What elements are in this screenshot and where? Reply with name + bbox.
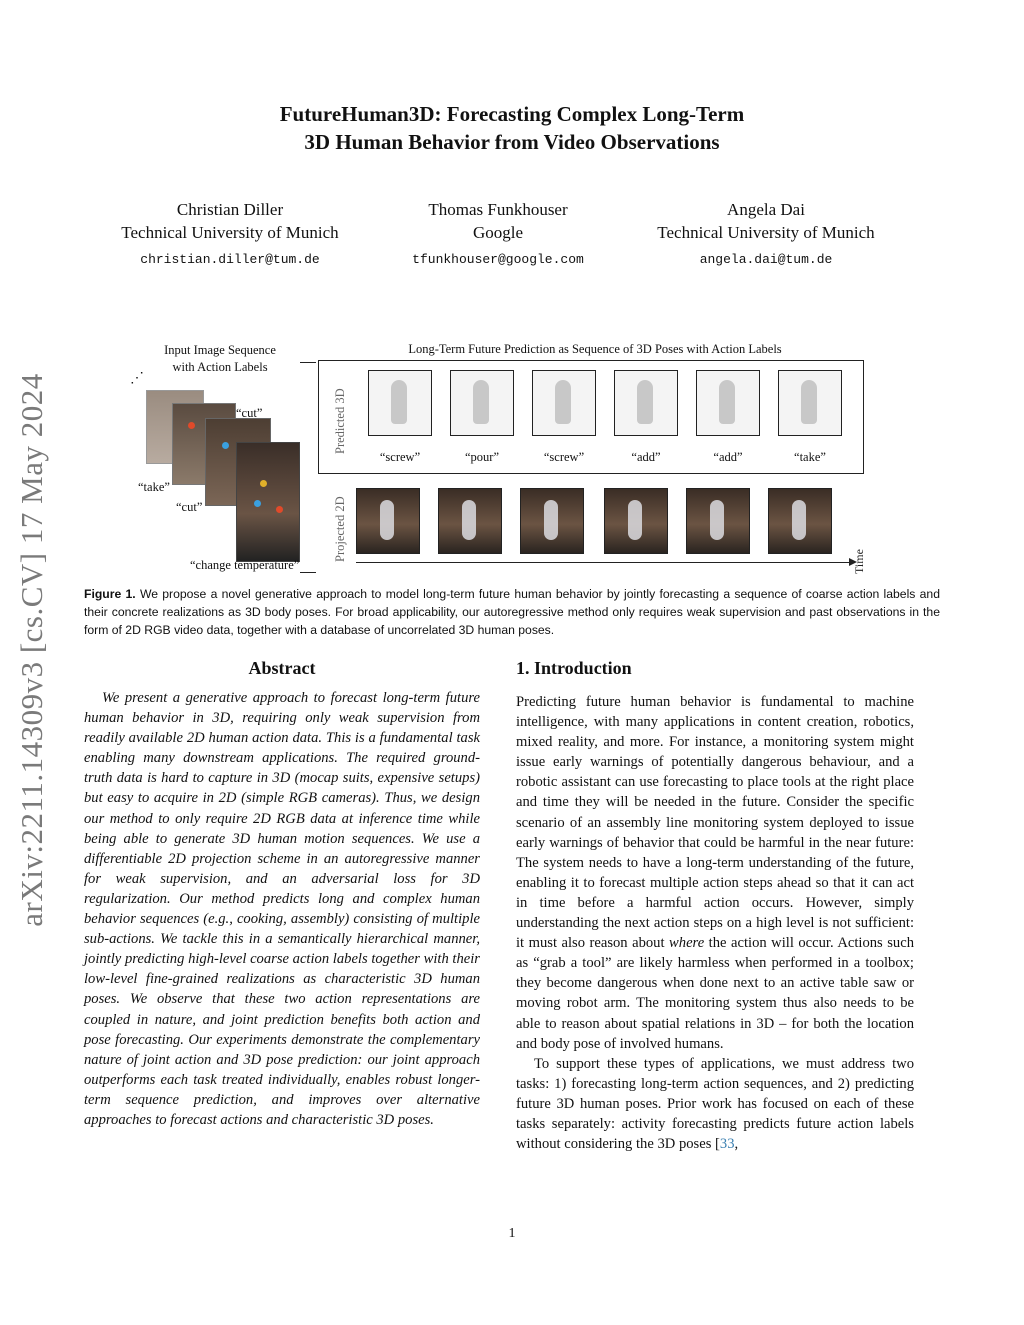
projected-silhouette bbox=[792, 500, 806, 540]
abstract-heading: Abstract bbox=[248, 658, 316, 678]
pose-silhouette bbox=[391, 380, 407, 424]
projected-silhouette bbox=[544, 500, 558, 540]
pose-silhouette bbox=[801, 380, 817, 424]
input-action-label: “cut” bbox=[236, 406, 263, 420]
keypoint-marker bbox=[188, 422, 195, 429]
predicted-action-label: “screw” bbox=[379, 450, 421, 464]
bracket-line bbox=[300, 572, 316, 573]
title-line-1: FutureHuman3D: Forecasting Complex Long-Term bbox=[279, 102, 745, 126]
intro-text: To support these types of applications, we must address two tasks: 1) forecasting long-term action sequences, and 2) predicting future 3D human poses. Prior work has focused on each of these tasks separately: activity forecasting predicts future action labels without considering the 3D poses [ bbox=[516, 1055, 914, 1153]
predicted-action-label: “add” bbox=[631, 450, 661, 464]
introduction-heading: 1. Introduction bbox=[516, 658, 632, 678]
author-affiliation: Technical University of Munich bbox=[657, 223, 875, 242]
intro-text: , bbox=[734, 1136, 739, 1153]
author-block bbox=[80, 198, 380, 271]
introduction-body bbox=[516, 692, 914, 1154]
keypoint-marker bbox=[222, 442, 229, 449]
author-email[interactable]: tfunkhouser@google.com bbox=[412, 252, 584, 267]
input-frame-image bbox=[236, 442, 300, 562]
paper-title bbox=[0, 100, 1024, 156]
author-block bbox=[348, 198, 648, 271]
author-email[interactable]: christian.diller@tum.de bbox=[140, 252, 320, 267]
pose-silhouette bbox=[637, 380, 653, 424]
input-label-line-2: with Action Labels bbox=[172, 360, 268, 374]
input-action-label: “change temperature” bbox=[190, 558, 300, 572]
keypoint-marker bbox=[276, 506, 283, 513]
caption-text: We propose a novel generative approach to model long-term future human behavior by jointly forecasting a sequence of coarse action labels and their concrete realizations as 3D body poses. For broad applicability, our autoregressive method only requires weak supervision and past observations in the form of 2D RGB video data, together with a database of uncorrelated 3D human poses. bbox=[84, 587, 940, 637]
author-affiliation: Technical University of Munich bbox=[121, 223, 339, 242]
predicted-action-label: “take” bbox=[794, 450, 826, 464]
page-number: 1 bbox=[508, 1226, 516, 1241]
intro-paragraph bbox=[516, 692, 914, 1054]
projected-silhouette bbox=[380, 500, 394, 540]
intro-emphasis: where bbox=[669, 935, 705, 952]
intro-paragraph bbox=[516, 1054, 914, 1154]
time-axis bbox=[356, 562, 850, 563]
predicted-action-label: “add” bbox=[713, 450, 743, 464]
input-action-label: “take” bbox=[138, 480, 170, 494]
abstract-body: We present a generative approach to forecast long-term future human behavior in 3D, requiring only weak supervision from readily available 2D human action data. This is a fundamental task enabling many downstream applications. The required ground-truth data is hard to capture in 3D (mocap suits, expensive setups) but easy to acquire in 2D (simple RGB cameras). Thus, we design our method to only require 2D RGB data at inference time while being able to generate 3D human motion sequences. We use a differentiable 2D projection scheme in an autoregressive manner for weak supervision, and an adversarial loss for 3D regularization. Our method predicts long and complex human behavior sequences (e.g., cooking, assembly) consisting of multiple sub-actions. We tackle this in a semantically hierarchical manner, jointly predicting high-level coarse action labels together with their low-level fine-grained realizations as characteristic 3D human poses. We observe that these two action representations are coupled in nature, and joint prediction benefits both action and pose forecasting. Our experiments demonstrate the complementary nature of joint action and 3D pose prediction: our joint approach outperforms each task treated individually, enables robust longer-term sequence prediction, and improves over alternative approaches to forecast actions and characteristic 3D poses. bbox=[84, 690, 480, 1128]
author-affiliation: Google bbox=[472, 223, 524, 242]
intro-text: the action will occur. Actions such as “grab a tool” are likely harmless when performed in a toolbox; they become dangerous when done next to an active table saw or moving robot arm. The monitoring system thus also needs to be able to reason about spatial relations in 3D – for both the location and body pose of involved humans. bbox=[516, 935, 914, 1052]
citation-link[interactable]: 33 bbox=[719, 1136, 735, 1153]
input-sequence-label bbox=[150, 342, 290, 376]
keypoint-marker bbox=[254, 500, 261, 507]
intro-text: Predicting future human behavior is fundamental to machine intelligence, with many applications in content creation, robotics, mixed reality, and more. For instance, a monitoring system might issue early warnings of potentially dangerous behaviour, and a robotic assistant can use forecasting to place tools at the right place and time they will be needed in the future. Consider the specific scenario of an assembly line monitoring system deployed to issue early warnings of behavior that could be harmful in the near future: The system needs to have a long-term understanding of the future, enabling it to forecast multiple action steps ahead so that it can act in time before a harmful action occurs. However, simply understanding the next action steps on a high level is not sufficient: it must also reason about bbox=[516, 694, 914, 952]
projected-silhouette bbox=[628, 500, 642, 540]
author-block bbox=[616, 198, 916, 271]
caption-label: Figure 1. bbox=[84, 587, 136, 601]
input-action-label: “cut” bbox=[176, 500, 203, 514]
keypoint-marker bbox=[260, 480, 267, 487]
projected-silhouette bbox=[710, 500, 724, 540]
pose-silhouette bbox=[473, 380, 489, 424]
predicted-3d-label: Predicted 3D bbox=[333, 388, 347, 454]
input-label-line-1: Input Image Sequence bbox=[164, 343, 276, 357]
time-label: Time bbox=[852, 549, 866, 574]
author-name: Christian Diller bbox=[176, 200, 284, 219]
author-email[interactable]: angela.dai@tum.de bbox=[699, 252, 833, 267]
bracket-line bbox=[300, 362, 316, 363]
arxiv-id-text: arXiv:2211.14309v3 [cs.CV] 17 May 2024 bbox=[14, 373, 49, 927]
author-name: Angela Dai bbox=[727, 200, 805, 219]
projected-2d-label: Projected 2D bbox=[333, 496, 347, 562]
projected-silhouette bbox=[462, 500, 476, 540]
pose-silhouette bbox=[555, 380, 571, 424]
figure-caption bbox=[84, 585, 940, 639]
prediction-label: Long-Term Future Prediction as Sequence of 3D Poses with Action Labels bbox=[408, 342, 782, 356]
author-name: Thomas Funkhouser bbox=[428, 200, 568, 219]
pose-silhouette bbox=[719, 380, 735, 424]
figure-1 bbox=[0, 330, 1024, 580]
ellipsis-icon: ⋰ bbox=[130, 371, 144, 386]
title-line-2: 3D Human Behavior from Video Observations bbox=[304, 130, 720, 154]
predicted-action-label: “screw” bbox=[543, 450, 585, 464]
predicted-action-label: “pour” bbox=[464, 450, 499, 464]
